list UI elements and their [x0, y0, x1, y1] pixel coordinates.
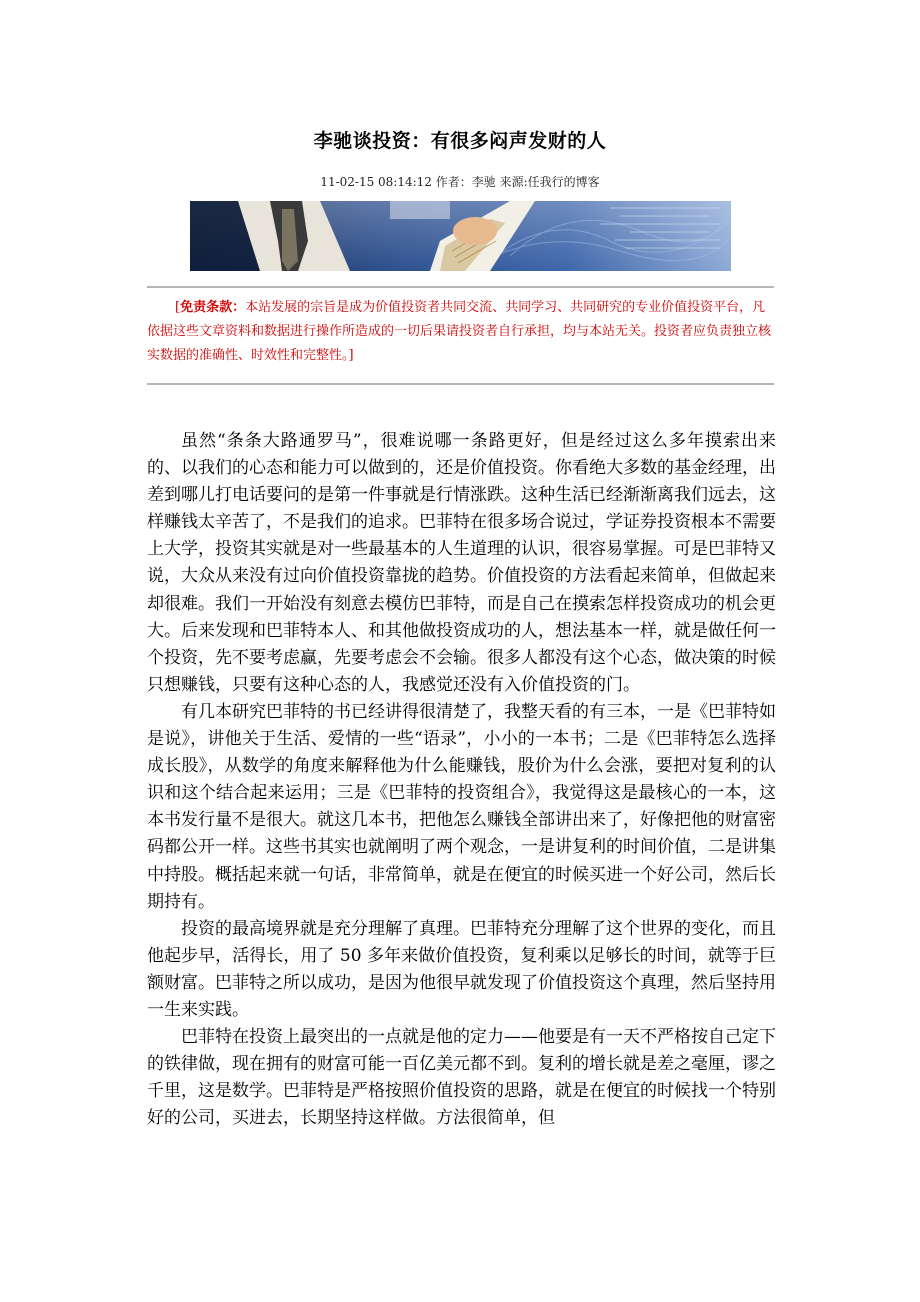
source: 来源:任我行的博客	[499, 175, 600, 189]
paragraph-4: 巴菲特在投资上最突出的一点就是他的定力——他要是有一天不严格按自己定下的铁律做，现在拥有的财富可能一百亿美元都不到。复利的增长就是差之毫厘，谬之千里，这是数学。巴菲特是严格按照价值投资的思路，就是在便宜的时候找一个特别好的公司，买进去，长期坚持这样做。方法很简单，但	[147, 1027, 776, 1129]
disclaimer-open-bracket: [	[175, 300, 181, 315]
article-meta	[0, 173, 920, 190]
publish-date: 11-02-15 08:14:12	[320, 175, 432, 189]
paragraph-2: 有几本研究巴菲特的书已经讲得很清楚了，我整天看的有三本，一是《巴菲特如是说》，讲他关于生活、爱情的一些“语录”，小小的一本书；二是《巴菲特怎么选择成长股》，从数学的角度来解释他为什么能赚钱，股价为什么会涨，要把对复利的认识和这个结合起来运用；三是《巴菲特的投资组合》，我觉得这是最核心的一本，这本书发行量不是很大。就这几本书，把他怎么赚钱全部讲出来了，好像把他的财富密码都公开一样。这些书其实也就阐明了两个观念，一是讲复利的时间价值，二是讲集中持股。概括起来就一句话，非常简单，就是在便宜的时候买进一个好公司，然后长期持有。	[147, 701, 776, 912]
top-divider	[147, 286, 774, 288]
disclaimer-text: 本站发展的宗旨是成为价值投资者共同交流、共同学习、共同研究的专业价值投资平台，凡依据这些文章资料和数据进行操作所造成的一切后果请投资者自行承担，均与本站无关。投资者应负责独立核实数据的准确性、时效性和完整性。	[147, 300, 772, 363]
banner-image	[190, 201, 731, 271]
disclaimer-label: 免责条款：	[180, 300, 246, 315]
article-body	[147, 428, 776, 1132]
paragraph-1: 虽然“条条大路通罗马”，很难说哪一条路更好，但是经过这么多年摸索出来的、以我们的心态和能力可以做到的，还是价值投资。你看绝大多数的基金经理，出差到哪儿打电话要问的是第一件事就是行情涨跌。这种生活已经渐渐离我们远去，这样赚钱太辛苦了，不是我们的追求。巴菲特在很多场合说过，学证券投资根本不需要上大学，投资其实就是对一些最基本的人生道理的认识，很容易掌握。可是巴菲特又说，大众从来没有过向价值投资靠拢的趋势。价值投资的方法看起来简单，但做起来却很难。我们一开始没有刻意去模仿巴菲特，而是自己在摸索怎样投资成功的机会更大。后来发现和巴菲特本人、和其他做投资成功的人，想法基本一样，就是做任何一个投资，先不要考虑赢，先要考虑会不会输。很多人都没有这个心态，做决策的时候只想赚钱，只要有这种心态的人，我感觉还没有入价值投资的门。	[147, 431, 776, 695]
disclaimer-close-bracket: ]	[348, 348, 354, 363]
article-title: 李驰谈投资：有很多闷声发财的人	[313, 130, 607, 152]
paragraph-3: 投资的最高境界就是充分理解了真理。巴菲特充分理解了这个世界的变化，而且他起步早，活得长，用了 50 多年来做价值投资，复利乘以足够长的时间，就等于巨额财富。巴菲特之所以成功，是因为他很早就发现了价值投资这个真理，然后坚持用一生来实践。	[147, 918, 776, 1020]
bottom-divider	[147, 383, 774, 385]
disclaimer	[147, 296, 774, 368]
author: 作者：李驰	[435, 175, 496, 189]
